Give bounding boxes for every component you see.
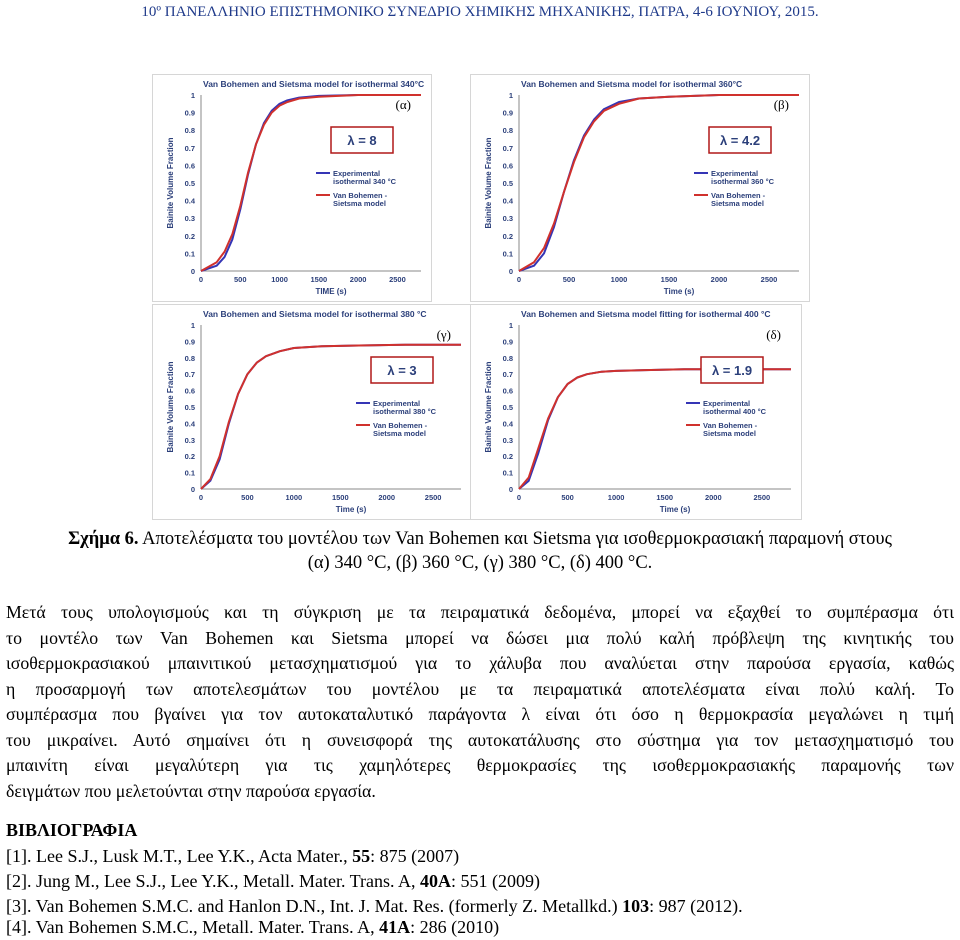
y-axis-label: Bainite Volume Fraction	[166, 137, 175, 229]
paragraph-line: Μετά τους υπολογισμούς και τη σύγκριση με τα πειραματικά δεδομένα, μπορεί να εξαχθεί το συμπέρασμα ότι	[6, 602, 954, 622]
y-tick-label: 0.4	[184, 419, 195, 429]
legend-label: Van Bohemen -	[703, 421, 758, 430]
y-tick-label: 0.6	[184, 161, 195, 171]
reference-item: [4]. Van Bohemen S.M.C., Metall. Mater. Trans. A, 41A: 286 (2010)	[6, 917, 500, 937]
legend-label: Experimental	[711, 169, 759, 178]
y-axis-label: Bainite Volume Fraction	[166, 361, 175, 453]
x-tick-label: 1500	[331, 493, 349, 502]
x-tick-label: 2500	[753, 493, 771, 502]
chart-title: Van Bohemen and Sietsma model for isothermal 340°C	[203, 79, 425, 89]
y-tick-label: 0.6	[502, 386, 513, 396]
legend-label: Sietsma model	[373, 429, 426, 438]
y-tick-label: 0.3	[184, 214, 195, 224]
y-tick-label: 0.4	[502, 196, 513, 206]
y-tick-label: 0	[190, 485, 195, 494]
x-tick-label: 2000	[378, 493, 396, 502]
y-tick-label: 0.9	[502, 337, 513, 347]
panel-label: (β)	[773, 97, 789, 112]
x-tick-label: 0	[516, 493, 522, 502]
x-tick-label: 1000	[607, 493, 625, 502]
y-tick-label: 1	[190, 321, 195, 330]
x-axis-label: Time (s)	[335, 505, 367, 514]
chart-a	[153, 75, 431, 301]
legend-label: Experimental	[373, 399, 421, 408]
caption-label: Σχήμα 6.	[68, 529, 139, 549]
x-tick-label: 1500	[656, 493, 674, 502]
y-tick-label: 0.5	[184, 403, 195, 412]
x-tick-label: 2500	[389, 275, 406, 284]
y-tick-label: 0.1	[502, 468, 513, 478]
x-tick-label: 500	[561, 493, 574, 502]
x-tick-label: 2500	[760, 275, 778, 284]
x-tick-label: 0	[198, 275, 204, 284]
paragraph-line: η προσαρμογή των αποτελεσμάτων του μοντέλου με τα πειραματικά αποτελέσματα είναι πολύ καλή. Το	[6, 678, 954, 699]
y-axis-label: Bainite Volume Fraction	[484, 361, 493, 453]
x-tick-label: 0	[516, 275, 522, 284]
lambda-label: λ = 8	[347, 133, 377, 148]
x-tick-label: 1000	[610, 275, 628, 284]
paragraph-line: συμπέρασμα που βγαίνει για τον αυτοκαταλυτικό παράγοντα λ είναι ότι όσο η θερμοκρασία μεγαλώνει η τιμή	[6, 704, 954, 724]
figure-caption	[0, 527, 960, 575]
y-tick-label: 0.2	[502, 452, 513, 462]
y-tick-label: 0.6	[184, 386, 195, 396]
legend-label: Van Bohemen -	[333, 191, 388, 200]
caption-text-line1: Αποτελέσματα του μοντέλου των Van Bohemen και Sietsma για ισοθερμοκρασιακή παραμονή στους	[138, 529, 892, 549]
x-tick-label: 500	[562, 275, 576, 284]
x-tick-label: 2000	[349, 275, 367, 284]
y-tick-label: 0	[190, 267, 195, 276]
y-axis-label: Bainite Volume Fraction	[484, 137, 493, 229]
paragraph-line: μπαινίτη είναι μεγαλύτερη για τις χαμηλότερες θερμοκρασίες της ισοθερμοκρασιακής παραμονής των	[6, 755, 954, 775]
figure-panel-d	[470, 304, 802, 520]
legend-label: Sietsma model	[703, 429, 756, 438]
panel-label: (γ)	[436, 327, 451, 342]
y-tick-label: 0.4	[184, 196, 195, 206]
legend-label: Experimental	[333, 169, 381, 178]
y-tick-label: 0.2	[184, 231, 195, 241]
x-axis-label: Time (s)	[659, 505, 691, 514]
y-tick-label: 0.2	[184, 452, 195, 462]
legend-label: isothermal 360 °C	[711, 177, 775, 186]
chart-title: Van Bohemen and Sietsma model for isothermal 380 °C	[203, 309, 427, 319]
reference-item: [1]. Lee S.J., Lusk M.T., Lee Y.K., Acta Mater., 55: 875 (2007)	[6, 846, 460, 866]
lambda-label: λ = 1.9	[711, 363, 753, 378]
y-tick-label: 0	[508, 485, 513, 494]
y-tick-label: 1	[508, 91, 513, 100]
legend-label: Van Bohemen -	[373, 421, 428, 430]
y-tick-label: 0.7	[502, 143, 513, 153]
x-tick-label: 2000	[710, 275, 728, 284]
legend-label: Sietsma model	[333, 199, 386, 208]
y-tick-label: 0.9	[502, 108, 513, 118]
paragraph-line: δειγμάτων που μελετούνται στην παρούσα εργασία.	[6, 780, 376, 801]
x-tick-label: 500	[241, 493, 254, 502]
chart-title: Van Bohemen and Sietsma model fitting for isothermal 400 °C	[521, 309, 771, 319]
y-tick-label: 0.1	[184, 468, 195, 478]
y-tick-label: 0.4	[502, 419, 513, 429]
y-tick-label: 0.5	[184, 179, 195, 188]
x-tick-label: 0	[198, 493, 204, 502]
chart-b	[471, 75, 809, 301]
figure-panel-a	[152, 74, 432, 302]
x-tick-label: 1000	[285, 493, 303, 502]
y-tick-label: 0.5	[502, 403, 513, 412]
lambda-label: λ = 3	[387, 363, 417, 378]
y-tick-label: 0.1	[502, 249, 513, 259]
x-axis-label: TIME (s)	[315, 287, 347, 296]
panel-label: (δ)	[766, 327, 781, 342]
y-tick-label: 1	[190, 91, 195, 100]
y-tick-label: 0.3	[184, 435, 195, 445]
legend-label: Sietsma model	[711, 199, 764, 208]
y-tick-label: 0.8	[502, 126, 513, 136]
legend-label: isothermal 400 °C	[703, 407, 767, 416]
y-tick-label: 0.6	[502, 161, 513, 171]
x-tick-label: 1000	[271, 275, 288, 284]
x-tick-label: 2000	[704, 493, 722, 502]
bibliography-title: ΒΙΒΛΙΟΓΡΑΦΙΑ	[6, 820, 138, 840]
x-tick-label: 1500	[310, 275, 328, 284]
x-tick-label: 2500	[424, 493, 442, 502]
lambda-label: λ = 4.2	[719, 133, 761, 148]
y-tick-label: 0	[508, 267, 513, 276]
paragraph-line: ισοθερμοκρασιακού μπαινιτικού μετασχηματισμού για το χάλυβα που αναλύεται στην παρούσα εργασία, καθώς	[6, 653, 954, 673]
figure-panel-c	[152, 304, 472, 520]
y-tick-label: 0.3	[502, 214, 513, 224]
x-tick-label: 500	[234, 275, 247, 284]
y-tick-label: 0.3	[502, 435, 513, 445]
reference-item: [2]. Jung M., Lee S.J., Lee Y.K., Metall. Mater. Trans. A, 40A: 551 (2009)	[6, 871, 540, 891]
y-tick-label: 0.7	[502, 370, 513, 380]
panel-label: (α)	[395, 97, 411, 112]
y-tick-label: 0.2	[502, 231, 513, 241]
y-tick-label: 0.7	[184, 143, 195, 153]
paragraph-line: του μικραίνει. Αυτό σημαίνει ότι η συνεισφορά της αυτοκατάλυσης στο σύστημα για τον μετασχηματισμό του	[6, 729, 954, 750]
legend-label: Experimental	[703, 399, 751, 408]
y-tick-label: 1	[508, 321, 513, 330]
y-tick-label: 0.9	[184, 108, 195, 118]
chart-title: Van Bohemen and Sietsma model for isothermal 360°C	[521, 79, 743, 89]
legend-label: isothermal 340 °C	[333, 177, 397, 186]
y-tick-label: 0.8	[184, 353, 195, 363]
y-tick-label: 0.1	[184, 249, 195, 259]
chart-d	[471, 305, 801, 519]
legend-label: Van Bohemen -	[711, 191, 766, 200]
x-tick-label: 1500	[660, 275, 678, 284]
y-tick-label: 0.5	[502, 179, 513, 188]
conclusion-paragraph	[6, 600, 954, 804]
chart-c	[153, 305, 471, 519]
y-tick-label: 0.8	[184, 126, 195, 136]
y-tick-label: 0.9	[184, 337, 195, 347]
x-axis-label: Time (s)	[663, 287, 695, 296]
figure-panel-b	[470, 74, 810, 302]
y-tick-label: 0.8	[502, 353, 513, 363]
legend-label: isothermal 380 °C	[373, 407, 437, 416]
reference-item: [3]. Van Bohemen S.M.C. and Hanlon D.N., Int. J. Mat. Res. (formerly Z. Metallkd.) 103: 987 (2012).	[6, 896, 743, 916]
caption-text-line2: (α) 340 °C, (β) 360 °C, (γ) 380 °C, (δ) 400 °C.	[307, 553, 653, 573]
conference-header: 10º ΠΑΝΕΛΛΗΝΙΟ ΕΠΙΣΤΗΜΟΝΙΚΟ ΣΥΝΕΔΡΙΟ ΧΗΜΙΚΗΣ ΜΗΧΑΝΙΚΗΣ, ΠΑΤΡΑ, 4-6 ΙΟΥΝΙΟΥ, 2015.	[141, 4, 819, 20]
y-tick-label: 0.7	[184, 370, 195, 380]
paragraph-line: το μοντέλο των Van Bohemen και Sietsma μπορεί να δώσει μια πολύ καλή πρόβλεψη της κινητικής του	[6, 627, 954, 648]
